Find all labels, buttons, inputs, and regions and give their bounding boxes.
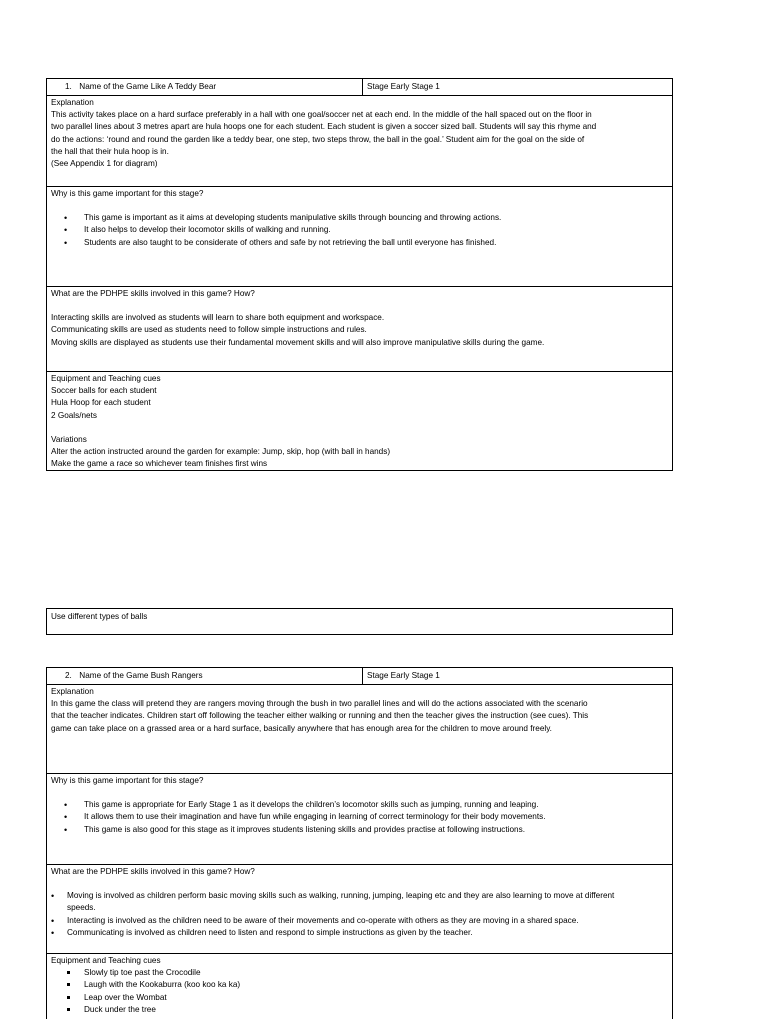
variations-line: Alter the action instructed around the garden for example: Jump, skip, hop (with ball in hands) bbox=[51, 447, 391, 457]
game-2-number: 2. bbox=[65, 671, 72, 680]
game-2-header-row bbox=[47, 668, 672, 684]
game-2-name: Name of the Game Bush Rangers bbox=[79, 671, 203, 680]
game-1-number: 1. bbox=[65, 82, 72, 91]
importance-list bbox=[51, 212, 668, 249]
skills-heading: What are the PDHPE skills involved in this game? How? bbox=[51, 867, 255, 876]
explanation-line: game can take place on a grassed area or a hard surface, basically anywhere that has enough area for the children to move around freely. bbox=[51, 723, 552, 733]
variations-heading: Variations bbox=[51, 434, 87, 444]
list-item: • This game is appropriate for Early Stage 1 as it develops the children’s locomotor skills such as jumping, running and leaping. bbox=[51, 799, 668, 811]
list-item: • Communicating is involved as children need to listen and respond to simple instructions as given by the teacher. bbox=[51, 927, 668, 939]
importance-heading: Why is this game important for this stage? bbox=[51, 776, 204, 785]
game-1-header-row bbox=[47, 79, 672, 95]
game-2-table bbox=[46, 667, 673, 1019]
equipment-heading: Equipment and Teaching cues bbox=[51, 374, 161, 383]
variations-line: Make the game a race so whichever team finishes first wins bbox=[51, 459, 268, 469]
skills-line: Communicating skills are used as students need to follow simple instructions and rules. bbox=[51, 325, 367, 335]
list-item: • This game is important as it aims at developing students manipulative skills through bouncing and throwing actions. bbox=[51, 212, 668, 224]
skills-line: Moving skills are displayed as students use their fundamental movement skills and will also improve manipulative skills during the game. bbox=[51, 337, 545, 347]
game-1-table bbox=[46, 78, 673, 471]
game-2-name-cell bbox=[47, 668, 363, 684]
game-1-name-cell bbox=[47, 79, 363, 95]
explanation-line: In this game the class will pretend they are rangers moving through the bush in two parallel lines and will do the actions associated with the scenario bbox=[51, 699, 588, 709]
explanation-line: the hall that their hula hoop is in. bbox=[51, 146, 169, 156]
equipment-line: Soccer balls for each student bbox=[51, 386, 157, 396]
equipment-line: Hula Hoop for each student bbox=[51, 398, 151, 408]
list-item: • Interacting is involved as the children need to be aware of their movements and co-operate with others as they are moving in a shared space. bbox=[51, 915, 668, 927]
explanation-line: that the teacher indicates. Children start off following the teacher either walking or running and then the teacher gives the instruction (see cues). This bbox=[51, 711, 589, 721]
game-2-equipment-section bbox=[47, 953, 672, 1019]
explanation-heading: Explanation bbox=[51, 687, 94, 696]
list-item: Slowly tip toe past the Crocodile bbox=[51, 967, 668, 979]
explanation-line: do the actions: ‘round and round the garden like a teddy bear, one step, two steps throw, the ball in the goal.’ Student aim for the goal on the side of bbox=[51, 134, 585, 144]
list-item: • Moving is involved as children perform basic moving skills such as walking, running, jumping, leaping etc and they are also learning to move at different speeds. bbox=[51, 890, 668, 914]
game-1-continued-table bbox=[46, 608, 673, 635]
game-1-stage: Stage Early Stage 1 bbox=[367, 82, 440, 91]
skills-list bbox=[51, 890, 668, 939]
game-1-name: Name of the Game Like A Teddy Bear bbox=[79, 82, 217, 91]
game-2-skills-section bbox=[47, 864, 672, 953]
explanation-line: two parallel lines about 3 metres apart are hula hoops one for each student. Each student is given a soccer sized ball. Students will say this rhyme and bbox=[51, 122, 597, 132]
game-2-importance-section bbox=[47, 773, 672, 864]
equipment-line: 2 Goals/nets bbox=[51, 410, 97, 420]
importance-list bbox=[51, 799, 668, 836]
list-item: Leap over the Wombat bbox=[51, 992, 668, 1004]
game-1-continued-row bbox=[47, 609, 672, 623]
skills-heading: What are the PDHPE skills involved in this game? How? bbox=[51, 289, 255, 298]
list-item: • Students are also taught to be considerate of others and safe by not retrieving the ball until everyone has finished. bbox=[51, 237, 668, 249]
cue-list bbox=[51, 967, 668, 1016]
equipment-heading: Equipment and Teaching cues bbox=[51, 956, 161, 965]
variations-line: Use different types of balls bbox=[51, 612, 148, 621]
skills-line: Interacting skills are involved as students will learn to share both equipment and workspace. bbox=[51, 313, 385, 323]
game-1-explanation-section bbox=[47, 95, 672, 186]
game-1-equipment-section bbox=[47, 371, 672, 470]
explanation-line: (See Appendix 1 for diagram) bbox=[51, 159, 158, 169]
game-2-stage: Stage Early Stage 1 bbox=[367, 671, 440, 680]
list-item: • It also helps to develop their locomotor skills of walking and running. bbox=[51, 224, 668, 236]
explanation-heading: Explanation bbox=[51, 98, 94, 107]
list-item: Duck under the tree bbox=[51, 1004, 668, 1016]
list-item: • It allows them to use their imagination and have fun while engaging in learning of correct terminology for their body movements. bbox=[51, 811, 668, 823]
game-1-skills-section bbox=[47, 286, 672, 371]
game-2-explanation-section bbox=[47, 684, 672, 773]
importance-heading: Why is this game important for this stage? bbox=[51, 189, 204, 198]
list-item: • This game is also good for this stage as it improves students listening skills and provides practise at following instructions. bbox=[51, 824, 668, 836]
explanation-line: This activity takes place on a hard surface preferably in a hall with one goal/soccer net at each end. In the middle of the hall spaced out on the floor in bbox=[51, 110, 592, 120]
list-item: Laugh with the Kookaburra (koo koo ka ka) bbox=[51, 979, 668, 991]
game-1-importance-section bbox=[47, 186, 672, 286]
